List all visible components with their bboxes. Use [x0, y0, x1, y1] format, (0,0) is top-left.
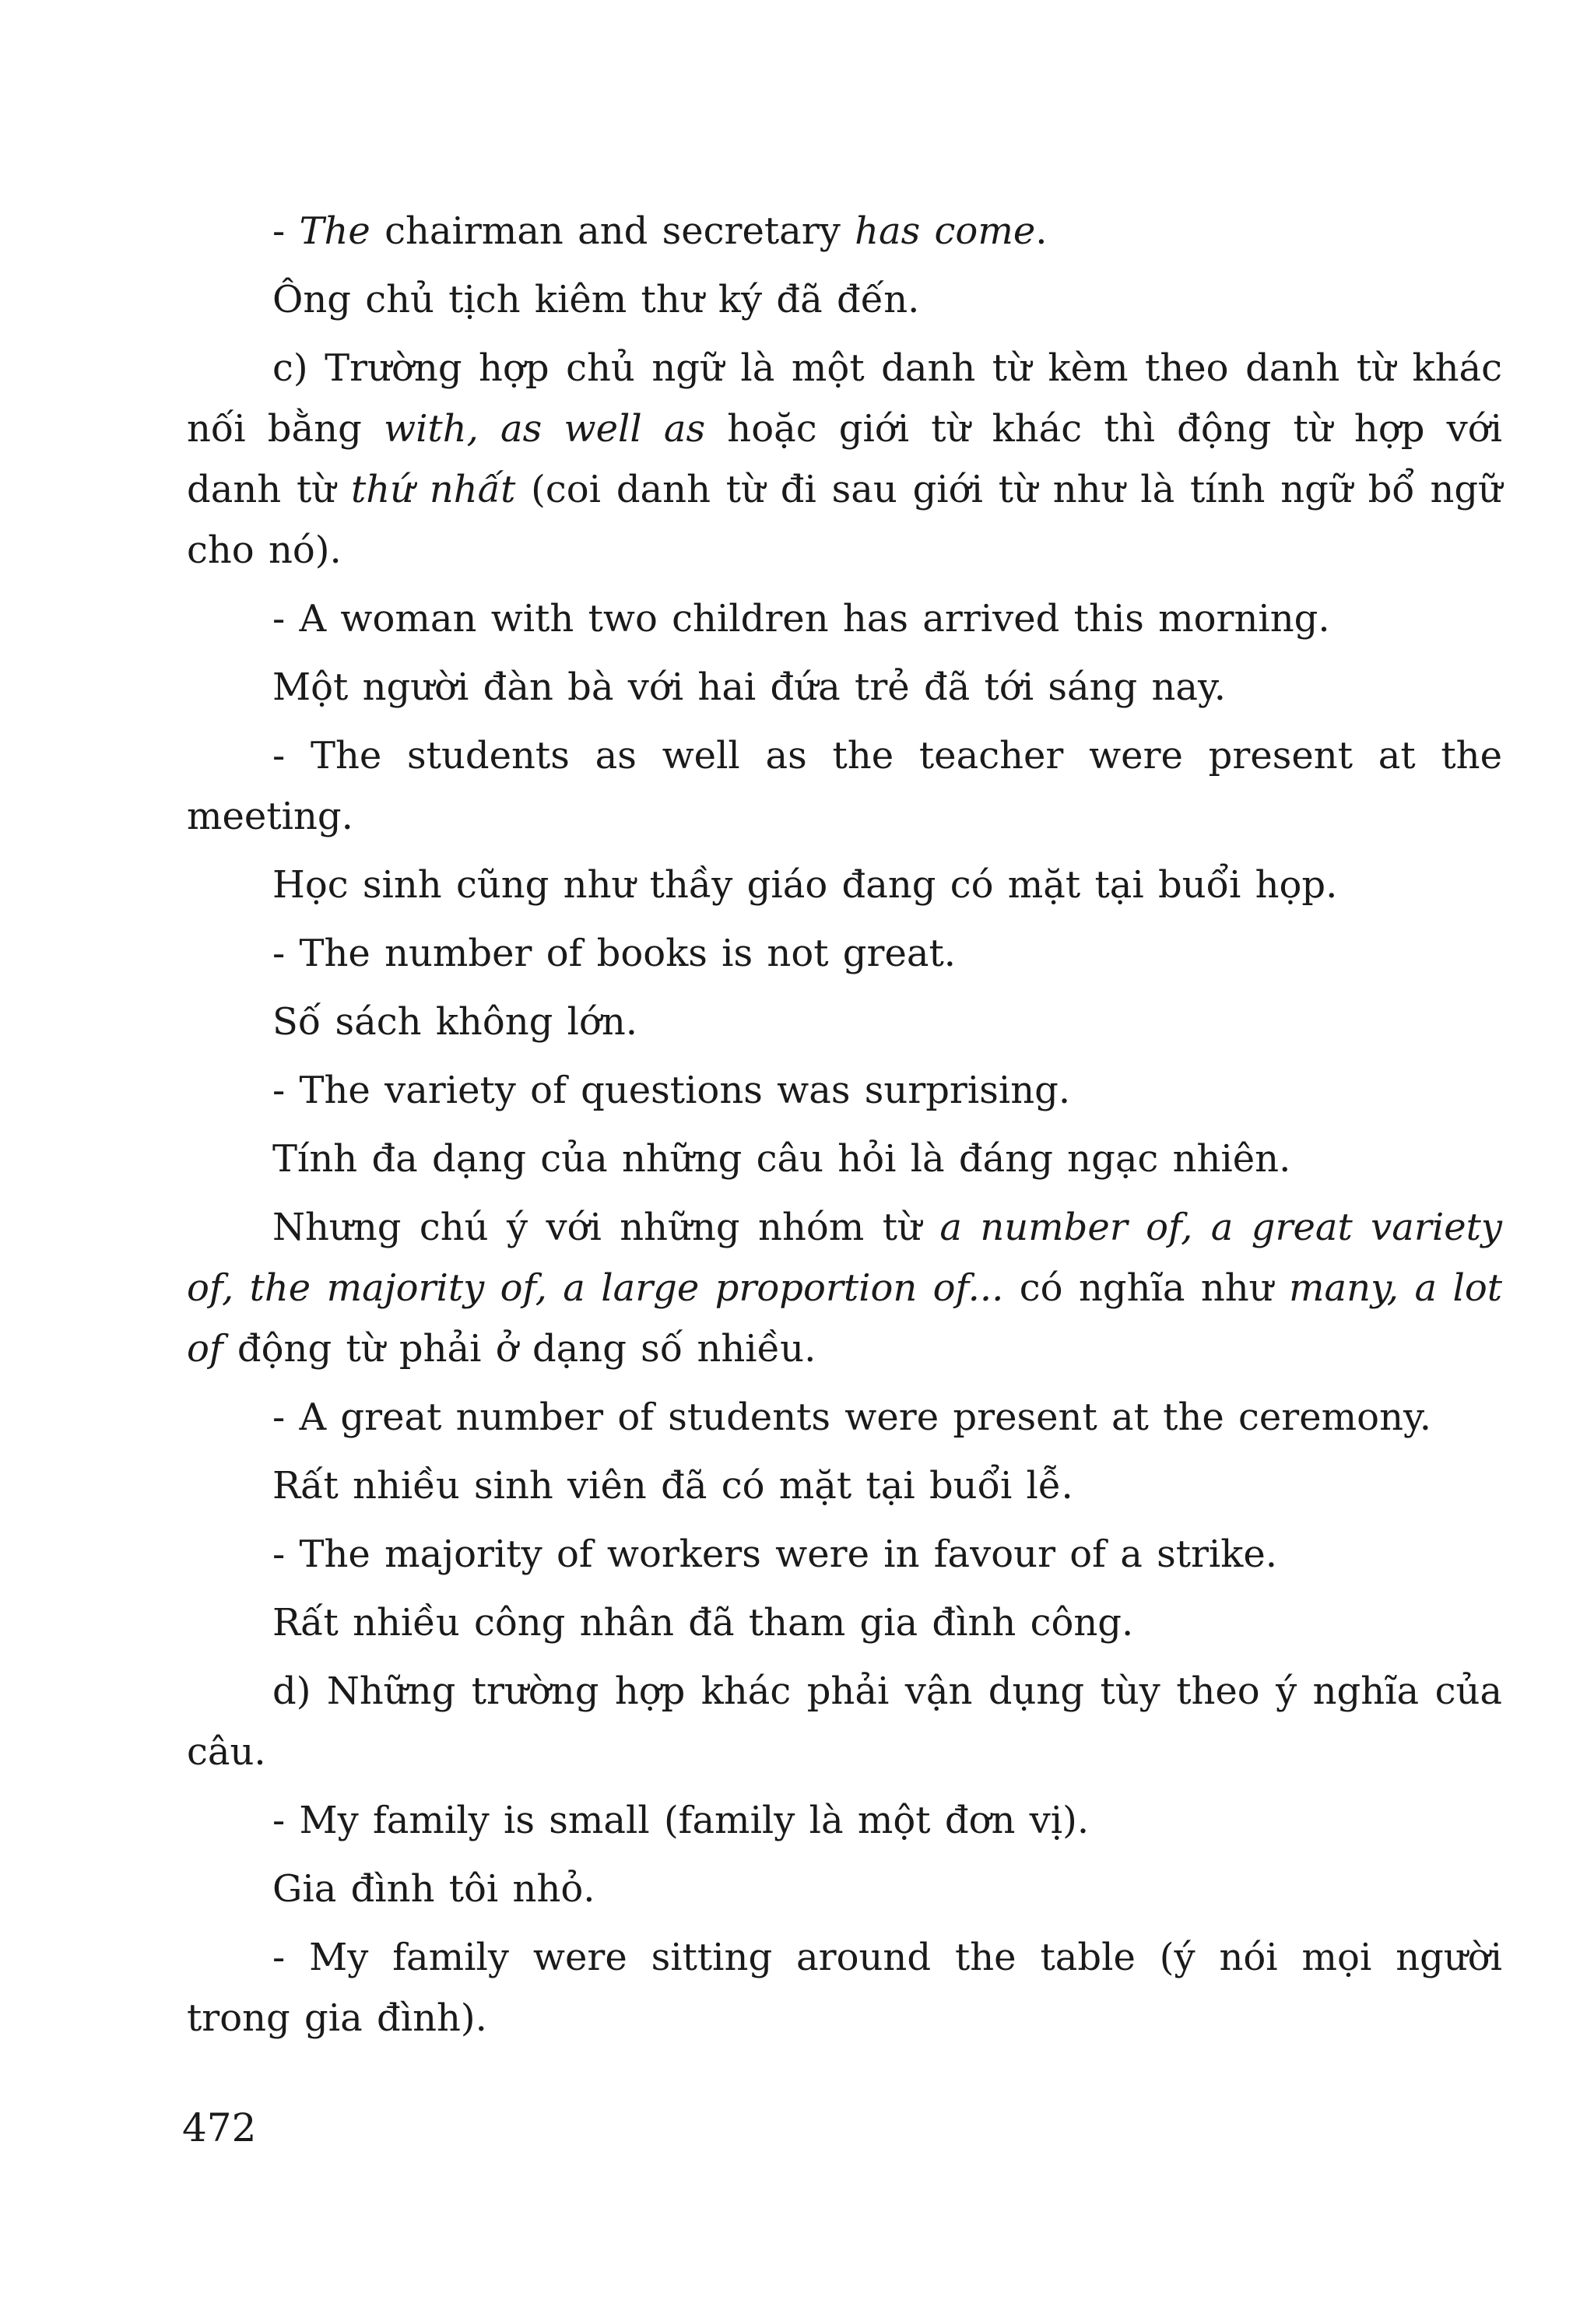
example-vi-students: Học sinh cũng như thầy giáo đang có mặt tại buổi họp.	[272, 863, 1338, 907]
example-vi-woman: Một người đàn bà với hai đứa trẻ đã tới sáng nay.	[272, 665, 1227, 709]
example-vi-variety: Tính đa dạng của những câu hỏi là đáng ngạc nhiên.	[272, 1137, 1291, 1181]
text-mid: chairman and secretary	[370, 209, 855, 253]
example-en-family-small: - My family is small (family là một đơn vị).	[272, 1799, 1090, 1842]
example-en-students: - The students as well as the teacher were present at the meeting.	[187, 734, 1502, 838]
example-vi-chairman: Ông chủ tịch kiêm thư ký đã đến.	[272, 278, 920, 321]
note-end: động từ phải ở dạng số nhiều.	[223, 1327, 816, 1371]
paragraph-c-end: (coi danh từ đi sau giới từ như là tính ngữ bổ ngữ cho nó).	[187, 468, 1503, 572]
paragraph-c	[187, 338, 1502, 581]
example-en-family-sitting: - My family were sitting around the table (ý nói mọi người trong gia đình).	[187, 1936, 1502, 2040]
page-body	[187, 201, 1502, 2056]
note-italic1: a number of, a great variety of, the majority of, a large proportion of...	[187, 1206, 1503, 1310]
example-en-majority: - The majority of workers were in favour of a strike.	[272, 1532, 1278, 1576]
italic-the: The	[299, 209, 370, 253]
example-vi-family-small: Gia đình tôi nhỏ.	[272, 1867, 595, 1911]
paragraph-c-italic2: thứ nhất	[350, 468, 516, 511]
italic-has-come: has come	[855, 209, 1036, 253]
paragraph-c-mid: hoặc giới từ khác thì động từ hợp với danh từ	[187, 407, 1503, 511]
note-mid: có nghĩa như	[1003, 1266, 1290, 1310]
note-italic2: many, a lot of	[187, 1266, 1503, 1371]
paragraph-c-start: c) Trường hợp chủ ngữ là một danh từ kèm theo danh từ khác nối bằng	[187, 346, 1502, 451]
example-vi-great-number: Rất nhiều sinh viên đã có mặt tại buổi lễ.	[272, 1464, 1073, 1508]
example-en-great-number: - A great number of students were present at the ceremony.	[272, 1395, 1431, 1439]
text-end: .	[1035, 209, 1048, 253]
example-en-variety: - The variety of questions was surprising.	[272, 1069, 1071, 1112]
example-vi-books: Số sách không lớn.	[272, 1000, 638, 1044]
note-start: Nhưng chú ý với những nhóm từ	[272, 1206, 940, 1249]
note-paragraph	[187, 1197, 1502, 1379]
example-en-chairman	[187, 201, 1502, 262]
dash: -	[272, 209, 300, 253]
paragraph-d: d) Những trường hợp khác phải vận dụng tùy theo ý nghĩa của câu.	[187, 1669, 1502, 1774]
page-number: 472	[182, 2105, 257, 2150]
example-en-books: - The number of books is not great.	[272, 932, 957, 975]
example-vi-majority: Rất nhiều công nhân đã tham gia đình công.	[272, 1601, 1134, 1645]
example-en-woman: - A woman with two children has arrived this morning.	[272, 597, 1330, 641]
paragraph-c-italic1: with, as well as	[383, 407, 706, 451]
